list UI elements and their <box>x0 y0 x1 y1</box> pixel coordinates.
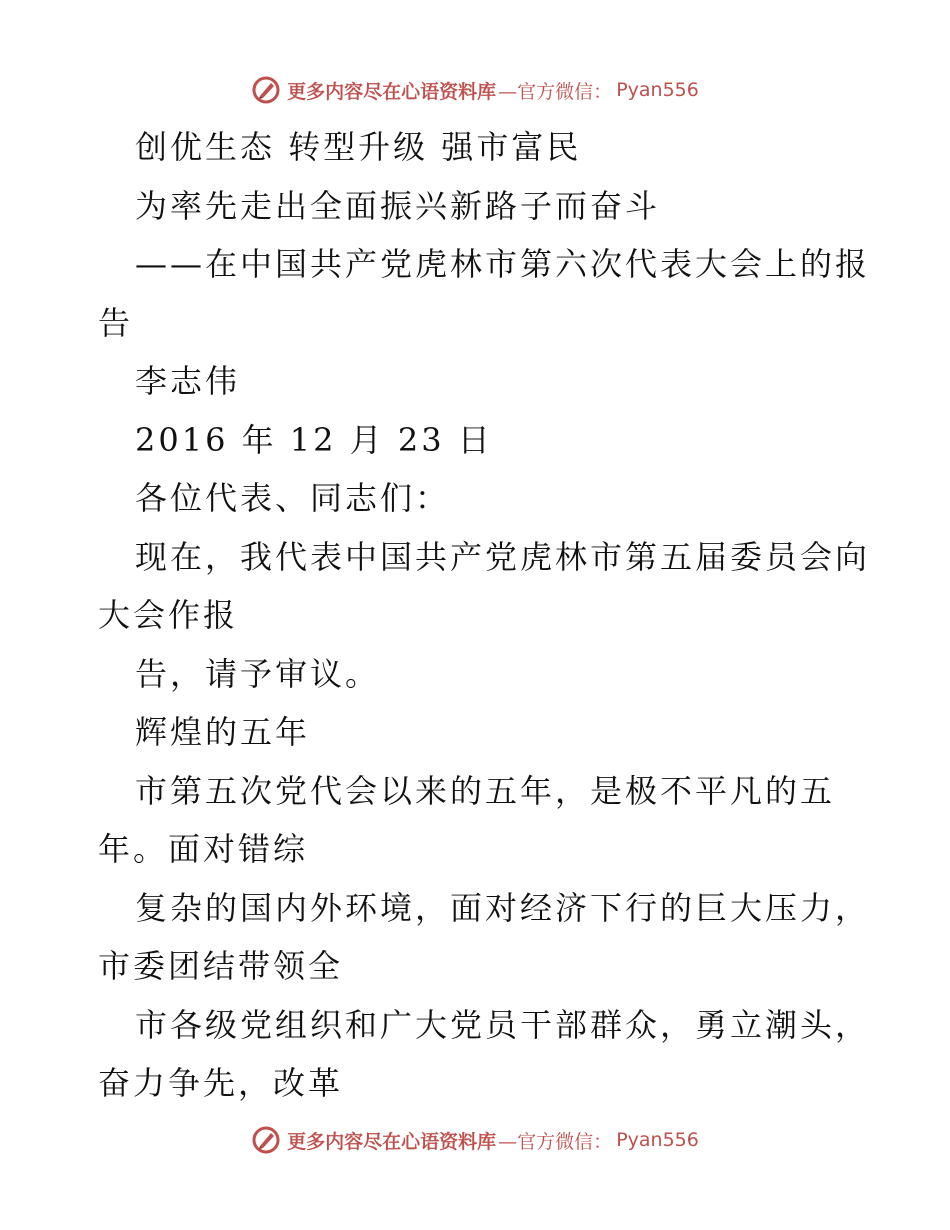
pen-logo-icon <box>251 75 281 105</box>
text-line: 各位代表、同志们： <box>135 479 451 517</box>
text-line: 现在，我代表中国共产党虎林市第五届委员会向 <box>135 537 871 576</box>
text-line: 为率先走出全面振兴新路子而奋斗 <box>135 186 661 225</box>
header-watermark <box>0 70 950 110</box>
text-line: 奋力争先，改革 <box>98 1064 344 1102</box>
watermark-main-text: 更多内容尽在心语资料库 <box>287 1130 497 1153</box>
text-line: 2016 年 12 月 23 日 <box>135 420 493 459</box>
watermark-sub-text: —官方微信： <box>498 1130 613 1153</box>
text-line: 复杂的国内外环境，面对经济下行的巨大压力， <box>135 888 871 927</box>
footer-watermark <box>0 1120 950 1160</box>
watermark-main-text: 更多内容尽在心语资料库 <box>287 80 497 103</box>
text-line: 创优生态 转型升级 强市富民 <box>135 128 582 166</box>
text-line: 告 <box>98 303 134 342</box>
text-line: 市第五次党代会以来的五年，是极不平凡的五 <box>135 771 836 810</box>
text-line: 辉煌的五年 <box>135 713 311 751</box>
watermark-id-text: Pyan556 <box>616 1129 699 1151</box>
text-line: 市委团结带领全 <box>98 947 344 985</box>
watermark-id-text: Pyan556 <box>616 79 699 101</box>
document-body <box>98 118 871 1113</box>
pen-logo-icon <box>251 1125 281 1155</box>
text-line: 李志伟 <box>135 362 241 400</box>
text-line: ——在中国共产党虎林市第六次代表大会上的报 <box>135 245 871 283</box>
text-line: 市各级党组织和广大党员干部群众，勇立潮头， <box>135 1005 871 1044</box>
watermark-sub-text: —官方微信： <box>498 80 613 103</box>
text-line: 年。面对错综 <box>98 830 309 868</box>
text-line: 大会作报 <box>98 596 239 634</box>
text-line: 告，请予审议。 <box>135 654 381 693</box>
